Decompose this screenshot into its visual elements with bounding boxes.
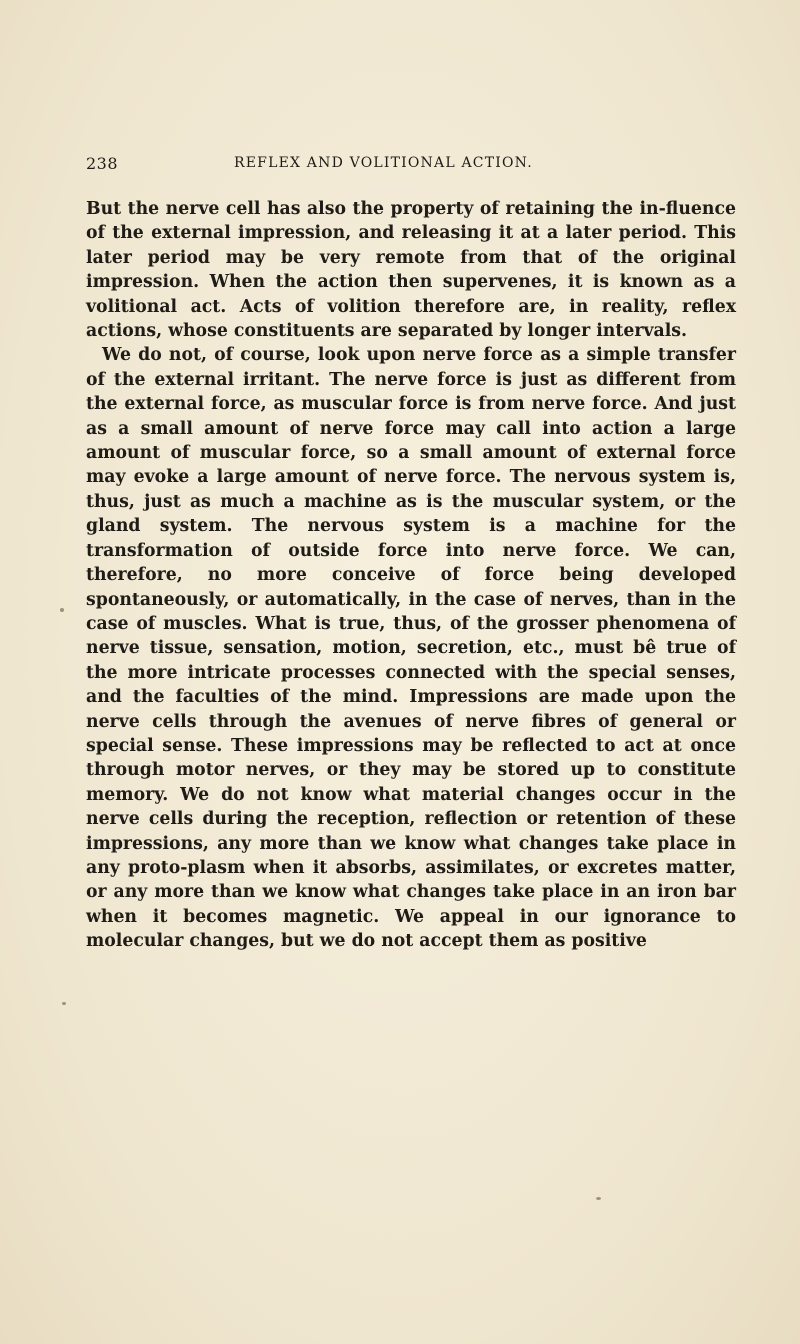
running-head bbox=[86, 154, 626, 174]
chapter-title: REFLEX AND VOLITIONAL ACTION. bbox=[234, 155, 533, 171]
ink-speck bbox=[596, 1197, 601, 1200]
page-number: 238 bbox=[86, 154, 119, 173]
body-text bbox=[86, 197, 736, 954]
ink-speck bbox=[62, 1002, 66, 1005]
paragraph-1: But the nerve cell has also the property of retaining the in-fluence of the external impression, and releasing it at a later period. This later period may be very remote from that of the original impression. When the action then supervenes, it is known as a volitional act. Acts of volition therefore are, in reality, reflex actions, whose constituents are separated by longer intervals. bbox=[86, 199, 736, 342]
paragraph-2: We do not, of course, look upon nerve force as a simple transfer of the external irritant. The nerve force is just as different from the external force, as muscular force is from nerve force. And just as a small amount of nerve force may call into action a large amount of muscular force, so a small amount of external force may evoke a large amount of nerve force. The nervous system is, thus, just as much a machine as is the muscular system, or the gland system. The nervous system is a machine for the transformation of outside force into nerve force. We can, therefore, no more conceive of force being developed spontaneously, or automatically, in the case of nerves, than in the case of muscles. What is true, thus, of the grosser phenomena of nerve tissue, sensation, motion, secretion, etc., must bê true of the more intricate processes connected with the special senses, and the faculties of the mind. Impressions are made upon the nerve cells through the avenues of nerve fibres of general or special sense. These impressions may be reflected to act at once through motor nerves, or they may be stored up to constitute memory. We do not know what material changes occur in the nerve cells during the reception, reflection or retention of these impressions, any more than we know what changes take place in any proto-plasm when it absorbs, assimilates, or excretes matter, or any more than we know what changes take place in an iron bar when it becomes magnetic. We appeal in our ignorance to molecular changes, but we do not accept them as positive bbox=[86, 345, 736, 952]
ink-speck bbox=[60, 608, 64, 612]
